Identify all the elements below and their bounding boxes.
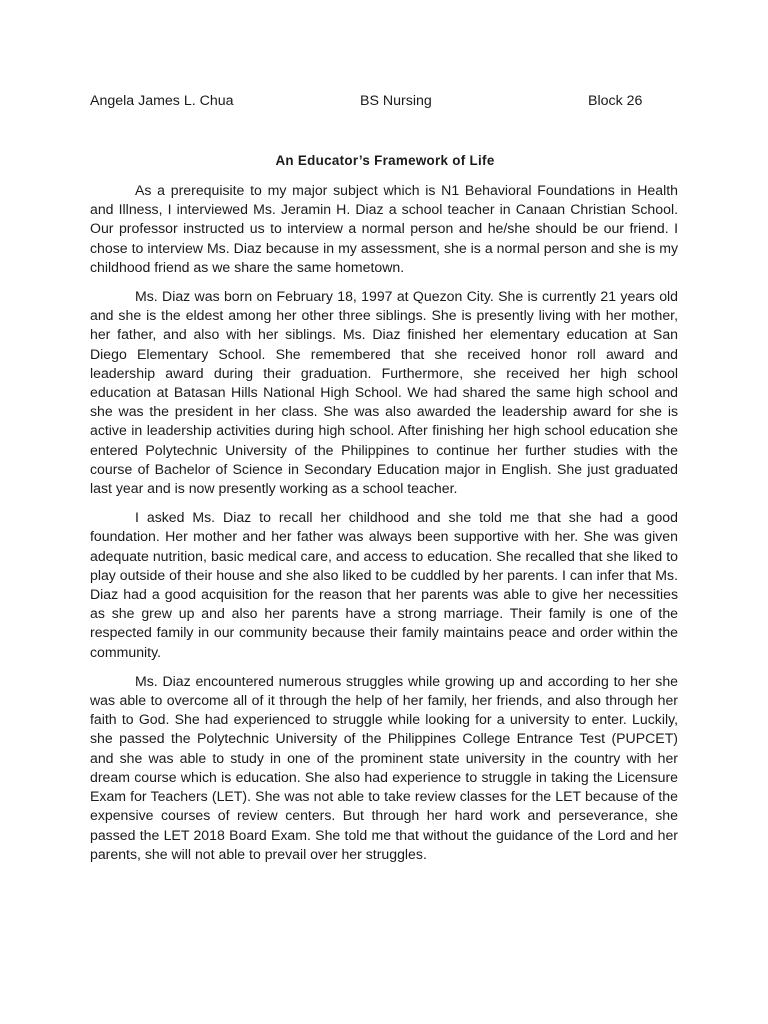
- paragraph: Ms. Diaz encountered numerous struggles while growing up and according to her she was able to overcome all of it through the help of her family, her friends, and also through her faith to God. She had experienced to struggle while looking for a university to enter. Luckily, she passed the Polytechnic University of the Philippines College Entrance Test (PUPCET) and she was able to study in one of the prominent state university in the country with her dream course which is education. She also had experience to struggle in taking the Licensure Exam for Teachers (LET). She was not able to take review classes for the LET because of the expensive courses of review centers. But through her hard work and perseverance, she passed the LET 2018 Board Exam. She told me that without the guidance of the Lord and her parents, she will not able to prevail over her struggles.: [90, 672, 678, 862]
- document-body: [90, 181, 678, 874]
- course-name: BS Nursing: [360, 93, 432, 109]
- paragraph: I asked Ms. Diaz to recall her childhood and she told me that she had a good foundation. Her mother and her father was always been supportive with her. She was given adequate nutrition, basic medical care, and access to education. She recalled that she liked to play outside of their house and she also liked to be cuddled by her parents. I can infer that Ms. Diaz had a good acquisition for the reason that her parents was able to give her necessities as she grew up and also her parents have a strong marriage. Their family is one of the respected family in our community because their family maintains peace and order within the community.: [90, 509, 678, 660]
- block-number: Block 26: [588, 93, 643, 109]
- author-name: Angela James L. Chua: [90, 93, 234, 109]
- document-title: An Educator’s Framework of Life: [275, 153, 495, 168]
- document-header: [90, 91, 680, 111]
- paragraph: As a prerequisite to my major subject which is N1 Behavioral Foundations in Health and Illness, I interviewed Ms. Jeramin H. Diaz a school teacher in Canaan Christian School. Our professor instructed us to interview a normal person and he/she should be our friend. I chose to interview Ms. Diaz because in my assessment, she is a normal person and she is my childhood friend as we share the same hometown.: [90, 182, 678, 275]
- paragraph: Ms. Diaz was born on February 18, 1997 at Quezon City. She is currently 21 years old and she is the eldest among her other three siblings. She is presently living with her mother, her father, and also with her siblings. Ms. Diaz finished her elementary education at San Diego Elementary School. She remembered that she received honor roll award and leadership award during their graduation. Furthermore, she received her high school education at Batasan Hills National High School. We had shared the same high school and she was the president in her class. She was also awarded the leadership award for she is active in leadership activities during high school. After finishing her high school education she entered Polytechnic University of the Philippines to continue her further studies with the course of Bachelor of Science in Secondary Education major in English. She just graduated last year and is now presently working as a school teacher.: [90, 288, 678, 497]
